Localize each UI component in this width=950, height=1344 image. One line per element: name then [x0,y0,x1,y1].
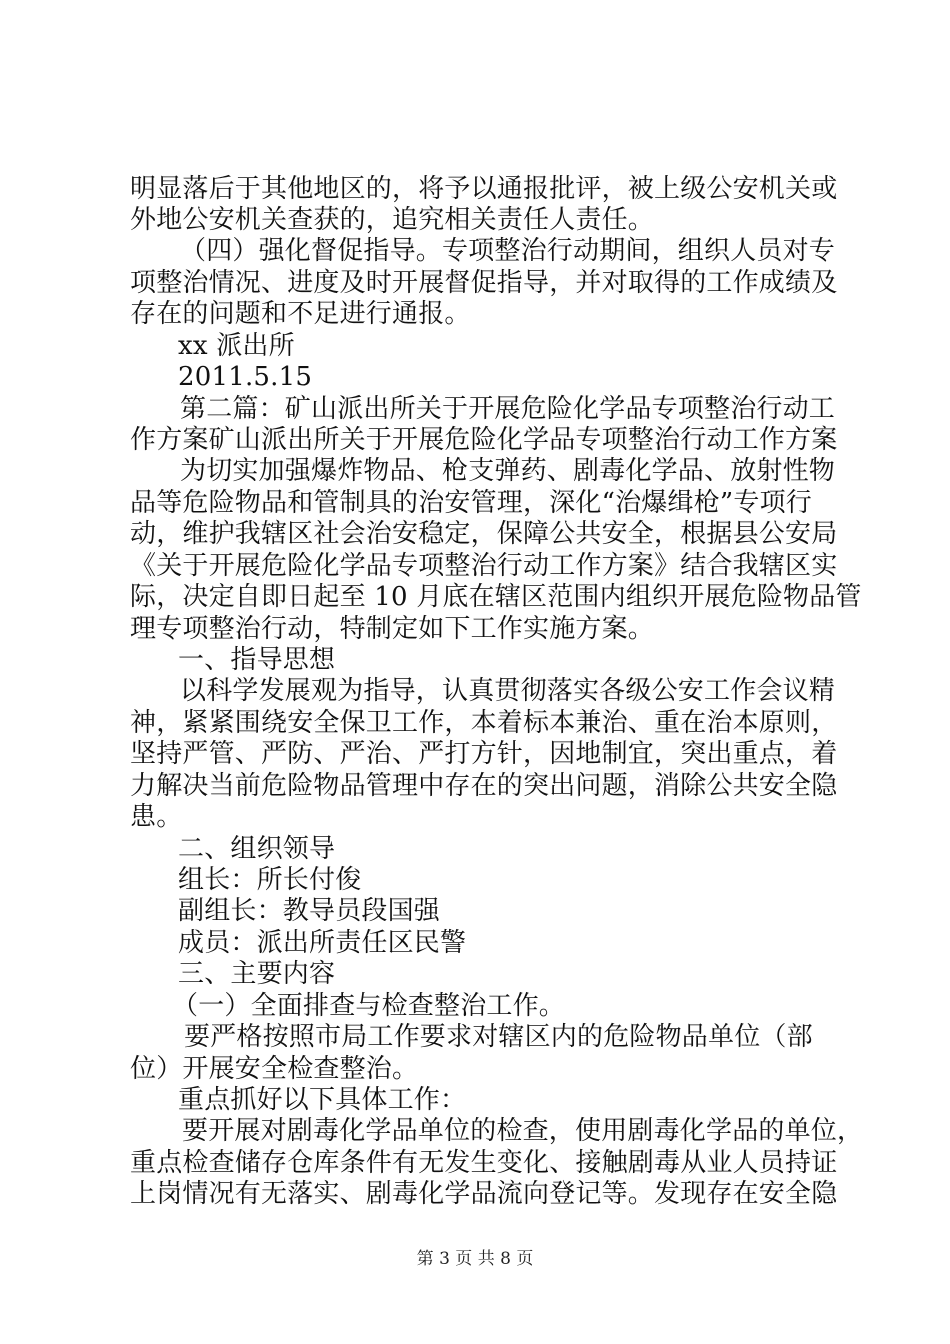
text-line: 组长：所长付俊 [178,865,362,895]
text-line: 坚持严管、严防、严治、严打方针，因地制宜，突出重点，着 [130,739,838,769]
text-line: 神，紧紧围绕安全保卫工作，本着标本兼治、重在治本原则， [130,708,838,738]
text-line: 副组长：教导员段国强 [178,896,441,926]
text-line: 成员：派出所责任区民警 [178,928,467,958]
text-line: （四）强化督促指导。专项整治行动期间，组织人员对专 [180,236,836,266]
text-line: 力解决当前危险物品管理中存在的突出问题，消除公共安全隐 [130,771,838,801]
text-line: 位）开展安全检查整治。 [130,1054,419,1084]
text-line: 《关于开展危险化学品专项整治行动工作方案》结合我辖区实 [130,551,838,581]
heading: 三、主要内容 [178,959,336,989]
subheading: （一）全面排查与检查整治工作。 [172,991,566,1021]
signature-org: xx 派出所 [178,331,295,361]
heading: 二、组织领导 [178,834,336,864]
text-line: 动，维护我辖区社会治安稳定，保障公共安全，根据县公安局 [130,519,838,549]
text-line: 要开展对剧毒化学品单位的检查，使用剧毒化学品的单位， [182,1116,864,1146]
text-line: 患。 [130,802,183,832]
text-line: 上岗情况有无落实、剧毒化学品流向登记等。发现存在安全隐 [130,1179,838,1209]
section-title: 作方案矿山派出所关于开展危险化学品专项整治行动工作方案 [130,425,838,455]
page-number: 第 3 页 共 8 页 [416,1249,534,1269]
text-line: 理专项整治行动，特制定如下工作实施方案。 [130,614,655,644]
text-line: 品等危险物品和管制具的治安管理，深化“治爆缉枪”专项行 [130,488,812,518]
text-line: 外地公安机关查获的，追究相关责任人责任。 [130,205,655,235]
text-line: 要严格按照市局工作要求对辖区内的危险物品单位（部 [184,1022,813,1052]
signature-date: 2011.5.15 [178,362,313,392]
text-line: 重点抓好以下具体工作： [178,1085,467,1115]
text-line: 存在的问题和不足进行通报。 [130,299,471,329]
text-line: 为切实加强爆炸物品、枪支弹药、剧毒化学品、放射性物 [180,456,836,486]
text-line: 明显落后于其他地区的，将予以通报批评，被上级公安机关或 [130,174,838,204]
text-line: 际，决定自即日起至 10 月底在辖区范围内组织开展危险物品管 [130,582,862,612]
section-title: 第二篇：矿山派出所关于开展危险化学品专项整治行动工 [180,394,836,424]
heading: 一、指导思想 [178,645,336,675]
text-line: 项整治情况、进度及时开展督促指导，并对取得的工作成绩及 [130,268,838,298]
text-line: 重点检查储存仓库条件有无发生变化、接触剧毒从业人员持证 [130,1148,838,1178]
text-line: 以科学发展观为指导，认真贯彻落实各级公安工作会议精 [180,676,836,706]
